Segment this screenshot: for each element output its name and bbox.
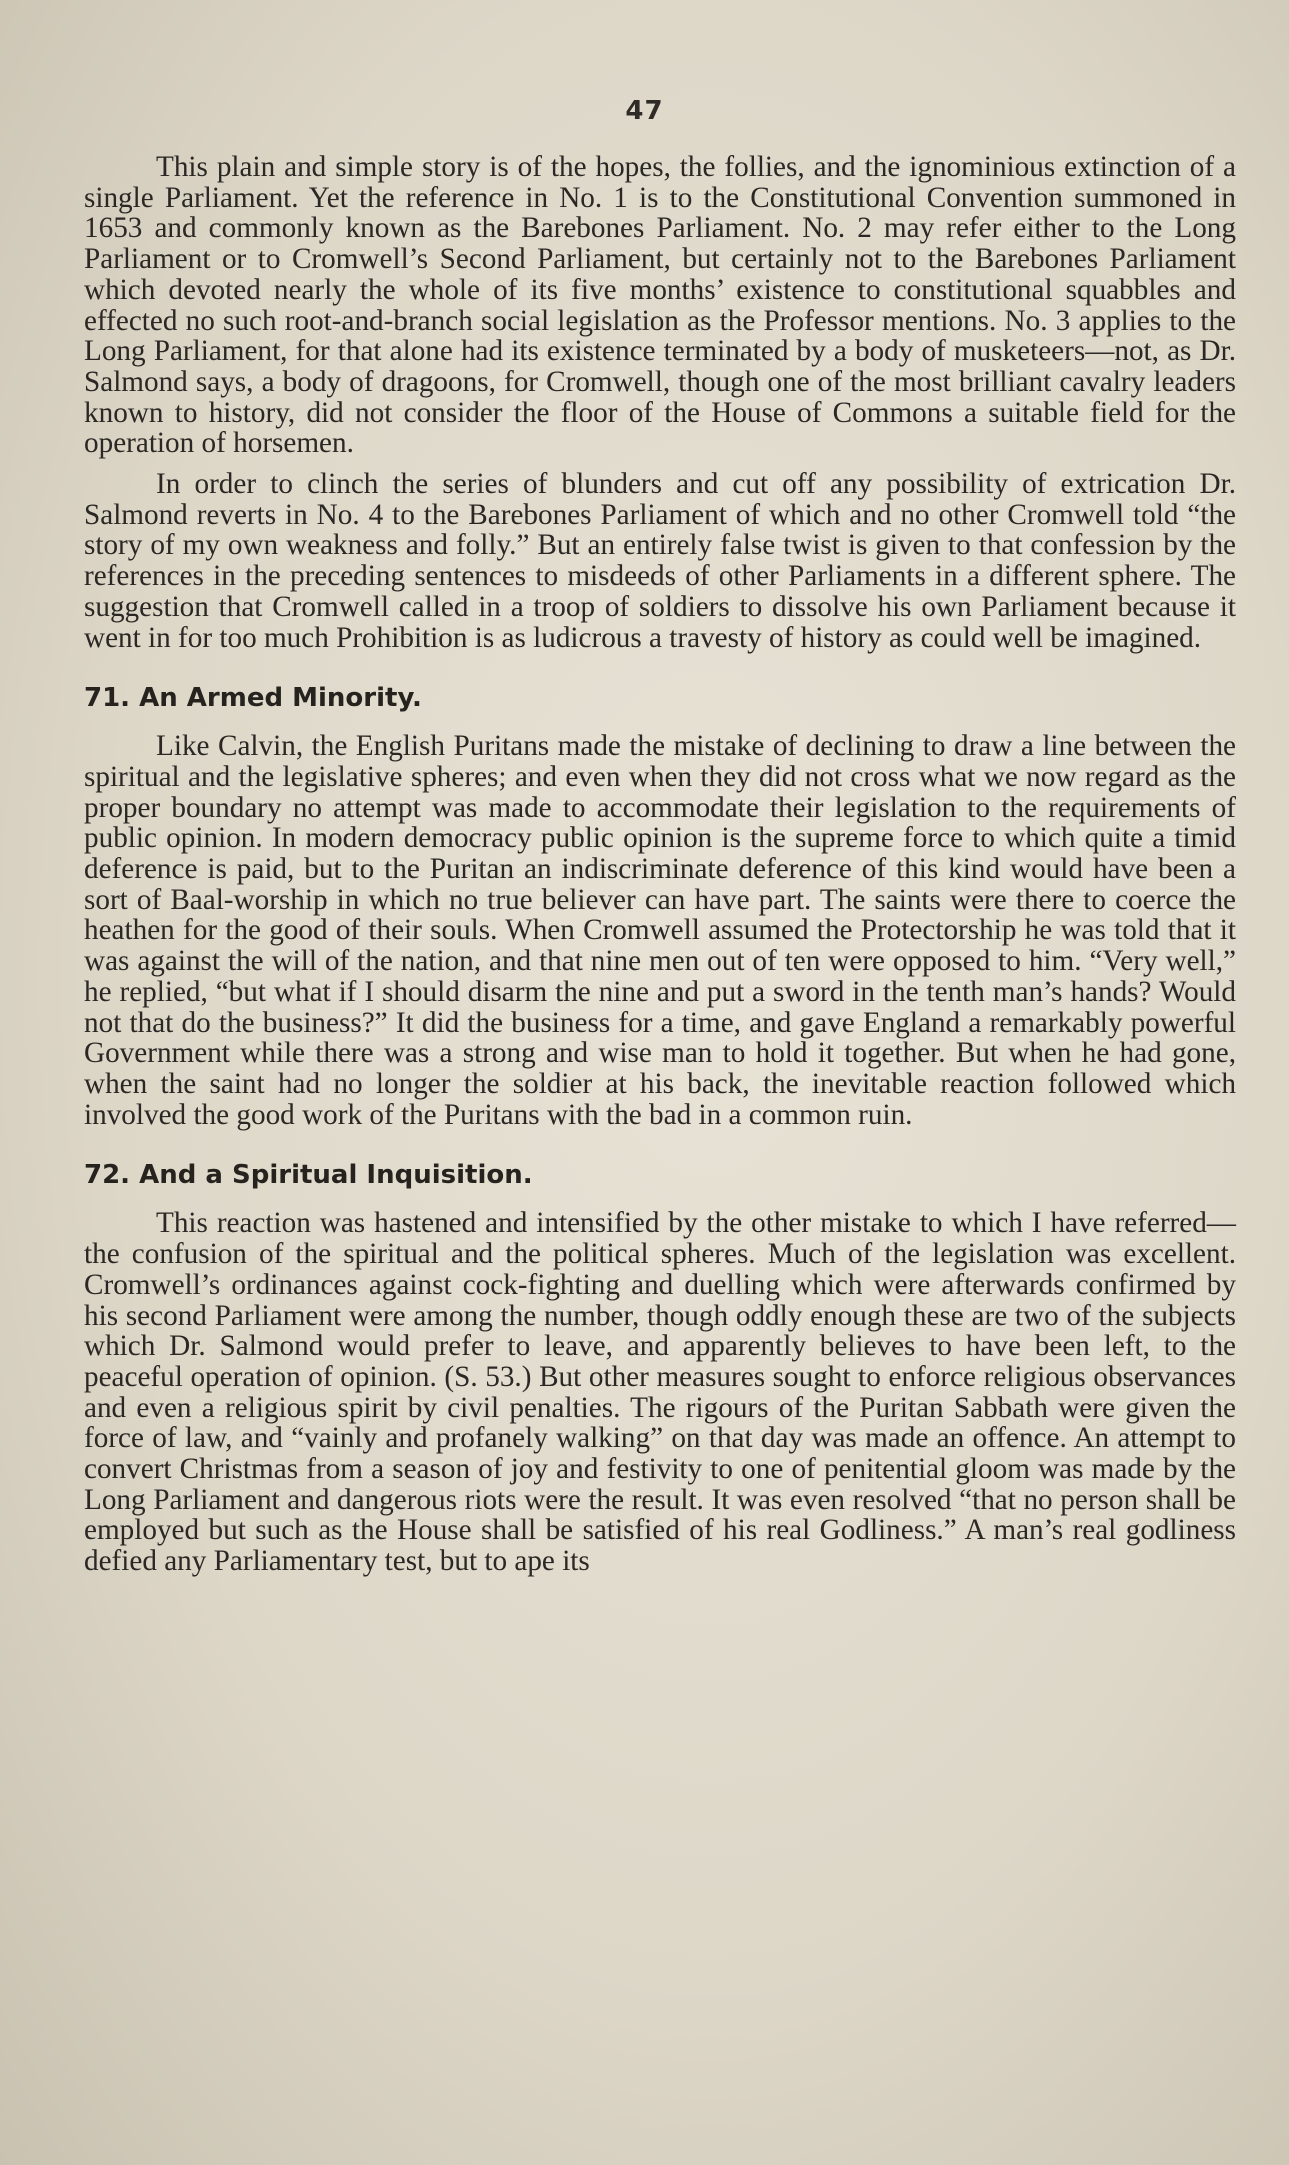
body-paragraph: Like Calvin, the English Puritans made the mistake of declining to draw a line between the spiritual and the legislative spheres; and even when they did not cross what we now regard as the proper boundary no attempt was made to accommodate their legislation to the requirements of public opinion. In modern democracy public opinion is the supreme force to which quite a timid deference is paid, but to the Puritan an indiscriminate deference of this kind would have been a sort of Baal-worship in which no true believer can have part. The saints were there to coerce the heathen for the good of their souls. When Cromwell assumed the Protectorship he was told that it was against the will of the nation, and that nine men out of ten were opposed to him. “Very well,” he replied, “but what if I should disarm the nine and put a sword in the tenth man’s hands? Would not that do the business?” It did the business for a time, and gave England a remarkably powerful Government while there was a strong and wise man to hold it together. But when he had gone, when the saint had no longer the soldier at his back, the inevitable reaction followed which involved the good work of the Puritans with the bad in a common ruin. [84,730,1236,1131]
section-heading: 72. And a Spiritual Inquisition. [84,1160,533,1191]
page-body [84,152,1236,1577]
section-heading: 71. An Armed Minority. [84,683,422,714]
body-paragraph: This reaction was hastened and intensified by the other mistake to which I have referred—the confusion of the spiritual and the political spheres. Much of the legislation was excellent. Cromwell’s ordinances against cock-fighting and duelling which were afterwards confirmed by his second Parliament were among the number, though oddly enough these are two of the subjects which Dr. Salmond would prefer to leave, and apparently believes to have been left, to the peaceful operation of opinion. (S. 53.) But other measures sought to enforce religious observances and even a religious spirit by civil penalties. The rigours of the Puritan Sabbath were given the force of law, and “vainly and profanely walking” on that day was made an offence. An attempt to convert Christmas from a season of joy and festivity to one of penitential gloom was made by the Long Parliament and dangerous riots were the result. It was even resolved “that no person shall be employed but such as the House shall be satisfied of his real Godliness.” A man’s real godliness defied any Parliamentary test, but to ape its [84,1207,1236,1578]
body-paragraph: In order to clinch the series of blunders and cut off any possibility of extrication Dr. Salmond reverts in No. 4 to the Barebones Parliament of which and no other Cromwell told “the story of my own weakness and folly.” But an entirely false twist is given to that confession by the references in the preceding sentences to misdeeds of other Parliaments in a different sphere. The suggestion that Cromwell called in a troop of soldiers to dissolve his own Parliament because it went in for too much Prohibition is as ludicrous a travesty of history as could well be imagined. [84,468,1236,654]
page-number: 47 [625,96,664,126]
body-paragraph: This plain and simple story is of the hopes, the follies, and the ignominious extinction of a single Parliament. Yet the reference in No. 1 is to the Constitutional Convention summoned in 1653 and commonly known as the Barebones Parliament. No. 2 may refer either to the Long Parliament or to Cromwell’s Second Parliament, but certainly not to the Barebones Parliament which devoted nearly the whole of its five months’ existence to constitutional squabbles and effected no such root-and-branch social legislation as the Professor mentions. No. 3 applies to the Long Parliament, for that alone had its existence terminated by a body of musketeers—not, as Dr. Salmond says, a body of dragoons, for Cromwell, though one of the most brilliant cavalry leaders known to history, did not consider the floor of the House of Commons a suitable field for the operation of horsemen. [84,151,1236,460]
